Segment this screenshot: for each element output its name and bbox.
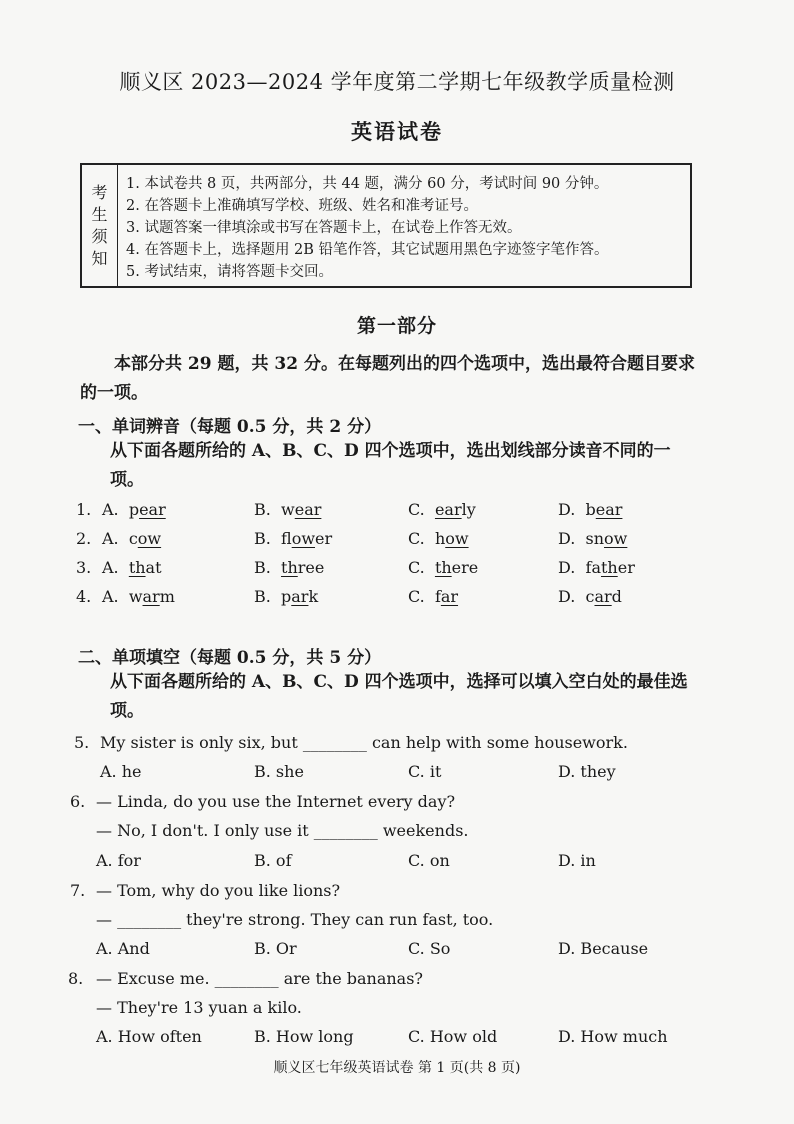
phonetics-row [0,558,794,586]
option-b [254,529,332,548]
option-c: C. it [408,762,442,781]
option-a: A. for [96,851,141,870]
word-part: p [281,587,292,606]
underlined-part: ar [594,587,612,606]
underlined-part: th [434,558,452,577]
option-a: A. How often [96,1027,202,1046]
notice-item: 3. 试题答案一律填涂或书写在答题卡上，在试卷上作答无效。 [126,220,522,236]
option-a [102,500,166,519]
notice-label-char: 生 [91,204,108,224]
option-d [558,500,622,519]
word-part: at [145,558,162,577]
word-part: fl [281,529,292,548]
option-b: B. she [254,762,304,781]
word-part: m [159,587,175,606]
question-number: 7. [70,881,86,900]
option-c [408,529,469,548]
option-a: A. And [96,939,150,958]
option-letter: A. [102,500,119,519]
phonetics-row [0,587,794,615]
word-part: f [434,587,441,606]
part-intro: 本部分共 29 题，共 32 分。在每题列出的四个选项中，选出最符合题目要求的一项。 [80,354,695,403]
question-text: — They're 13 yuan a kilo. [96,998,302,1017]
word-part: sn [585,529,605,548]
page-footer: 顺义区七年级英语试卷 第 1 页(共 8 页) [273,1060,521,1076]
notice-item: 5. 考试结束，请将答题卡交回。 [126,264,333,280]
section-heading: 二、单项填空（每题 0.5 分，共 5 分） [78,648,382,668]
option-a: A. he [100,762,142,781]
question-number: 2. [76,529,92,548]
notice-item: 4. 在答题卡上，选择题用 2B 铅笔作答，其它试题用黑色字迹签字笔作答。 [126,242,609,258]
question-text: — Linda, do you use the Internet every day? [96,792,456,811]
word-part: fa [585,558,601,577]
option-b [254,500,321,519]
question-text: — Tom, why do you like lions? [96,881,341,900]
option-letter: B. [254,529,271,548]
word-part: d [611,587,622,606]
notice-item: 1. 本试卷共 8 页，共两部分，共 44 题，满分 60 分，考试时间 90 分钟。 [126,176,609,192]
option-c [408,558,478,577]
phonetics-row [0,529,794,557]
option-letter: B. [254,558,271,577]
word-part: c [585,587,595,606]
notice-label-char: 知 [91,248,108,268]
underlined-part: ar [440,587,459,606]
word-part: er [315,529,333,548]
section-heading: 一、单词辨音（每题 0.5 分，共 2 分） [78,417,382,437]
underlined-part: th [281,558,298,577]
word-part: h [434,529,446,548]
underlined-part: ow [291,529,316,548]
word-part: ly [461,500,476,519]
notice-label-char: 考 [91,182,108,202]
option-letter: D. [558,587,576,606]
word-part: k [308,587,319,606]
word-part: w [128,587,143,606]
question-number: 4. [76,587,92,606]
question-text: My sister is only six, but ________ can help with some housework. [100,733,628,752]
option-letter: A. [102,587,119,606]
option-letter: C. [408,500,425,519]
option-letter: B. [254,500,271,519]
notice-item: 2. 在答题卡上准确填写学校、班级、姓名和准考证号。 [126,198,478,214]
notice-items [126,173,684,283]
option-b [254,558,324,577]
question-number: 5. [74,733,90,752]
word-part: ere [451,558,479,577]
word-part: w [281,500,295,519]
section-instruction: 从下面各题所给的 A、B、C、D 四个选项中，选择可以填入空白处的最佳选项。 [110,672,688,721]
word-part: ree [297,558,325,577]
part-title: 第一部分 [356,315,437,337]
option-a [102,529,161,548]
option-c: C. on [408,851,450,870]
option-a [102,558,162,577]
option-letter: C. [408,558,425,577]
option-b: B. of [254,851,292,870]
option-b: B. Or [254,939,297,958]
option-c: C. So [408,939,451,958]
notice-label-char: 须 [91,226,108,246]
phonetics-row [0,500,794,528]
underlined-part: ear [595,500,623,519]
option-a [102,587,175,606]
notice-box [80,163,692,288]
option-d [558,587,622,606]
option-letter: D. [558,529,576,548]
option-letter: C. [408,529,425,548]
exam-title: 顺义区 2023—2024 学年度第二学期七年级教学质量检测 [119,70,675,94]
option-letter: D. [558,500,576,519]
option-d: D. they [558,762,616,781]
option-c [408,587,458,606]
word-part: b [585,500,596,519]
option-d: D. Because [558,939,649,958]
word-part: p [128,500,140,519]
option-b [254,587,318,606]
underlined-part: ear [434,500,462,519]
underlined-part: ow [604,529,628,548]
option-letter: D. [558,558,576,577]
option-d: D. in [558,851,596,870]
word-part: c [128,529,138,548]
underlined-part: ear [139,500,166,519]
underlined-part: th [600,558,618,577]
option-letter: C. [408,587,425,606]
exam-subtitle: 英语试卷 [351,119,443,144]
option-d: D. How much [558,1027,668,1046]
question-text: — No, I don't. I only use it ________ weekends. [96,821,469,840]
option-d [558,529,627,548]
section-instruction: 从下面各题所给的 A、B、C、D 四个选项中，选出划线部分读音不同的一项。 [110,441,671,490]
notice-label [82,165,118,286]
question-text: — ________ they're strong. They can run fast, too. [96,910,494,929]
question-number: 8. [68,969,84,988]
option-c: C. How old [408,1027,498,1046]
question-text: — Excuse me. ________ are the bananas? [96,969,424,988]
underlined-part: ear [294,500,322,519]
underlined-part: ar [142,587,160,606]
option-letter: B. [254,587,271,606]
underlined-part: ar [291,587,309,606]
option-b: B. How long [254,1027,354,1046]
underlined-part: ow [445,529,469,548]
question-number: 6. [70,792,86,811]
underlined-part: ow [137,529,162,548]
option-letter: A. [102,529,119,548]
option-letter: A. [102,558,119,577]
word-part: er [617,558,635,577]
option-d [558,558,635,577]
option-c [408,500,476,519]
question-number: 3. [76,558,92,577]
question-number: 1. [76,500,92,519]
underlined-part: th [128,558,146,577]
